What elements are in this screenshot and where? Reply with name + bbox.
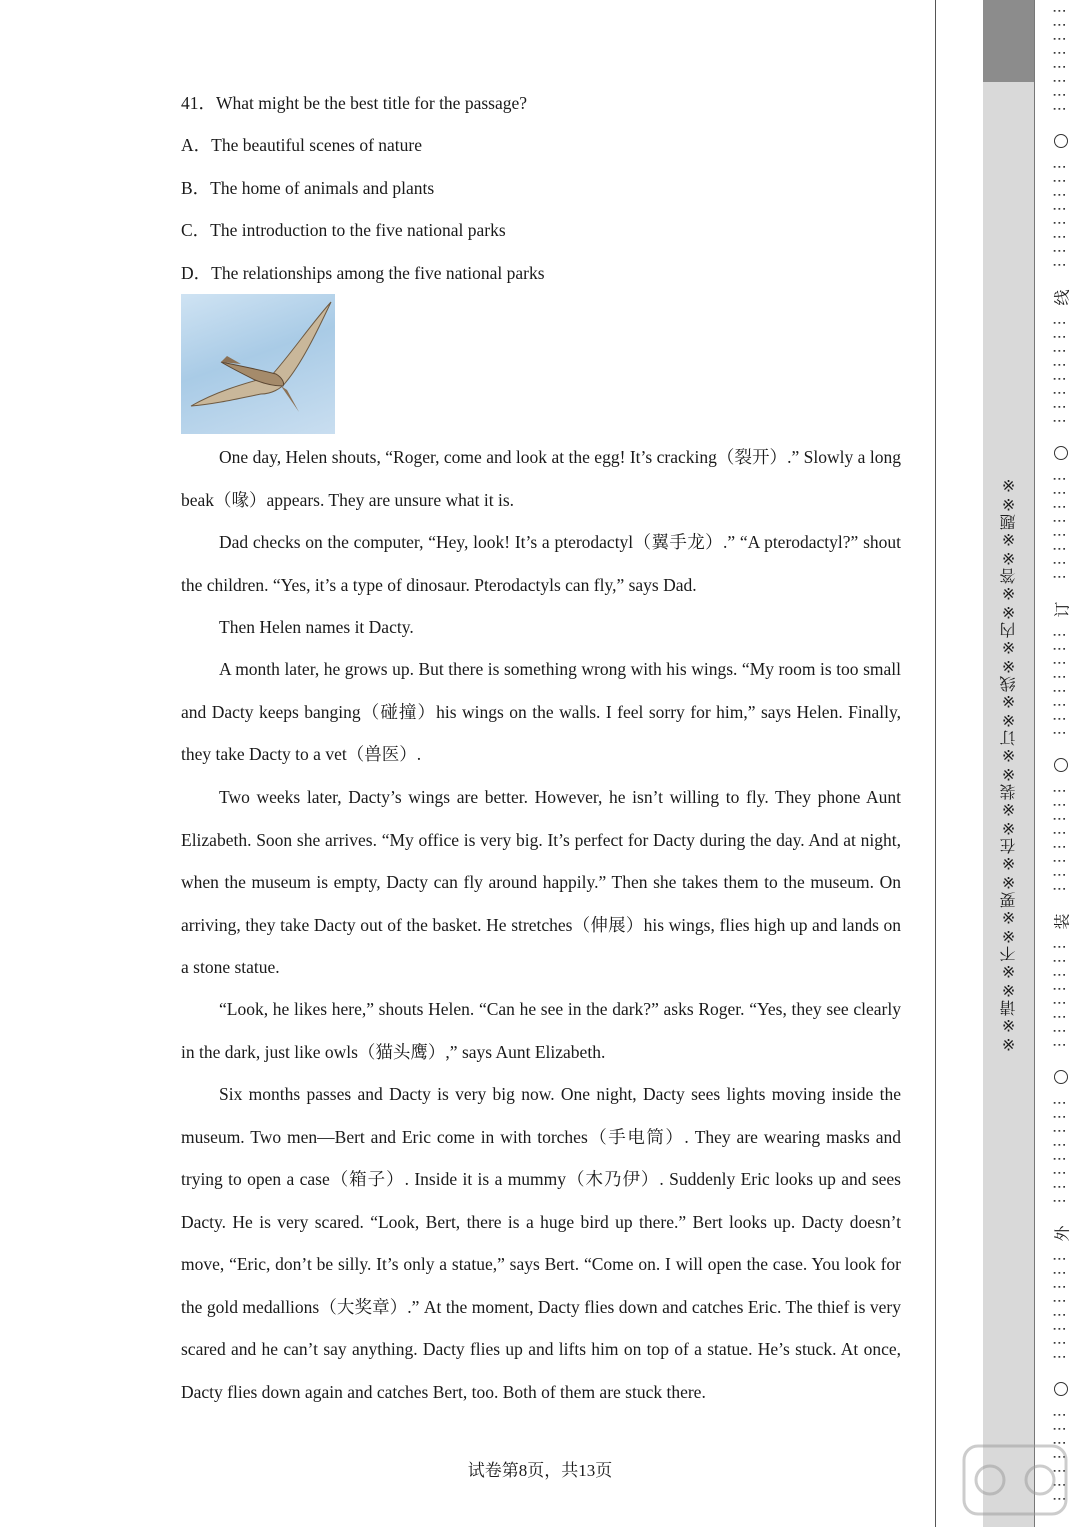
marker-xian: 线 — [1052, 289, 1072, 306]
passage-paragraph-6: “Look, he likes here,” shouts Helen. “Can he see in the dark?” asks Roger. “Yes, they see clearly in the dark, just like owls（猫头鹰）,” says Aunt Elizabeth. — [181, 999, 901, 1062]
passage-paragraph-2: Dad checks on the computer, “Hey, look! It’s a pterodactyl（翼手龙）.” “A pterodactyl?” shout the children. “Yes, it’s a type of dinosaur. Pterodactyls can fly,” says Dad. — [181, 532, 901, 595]
site-watermark-logo — [960, 1440, 1070, 1520]
passage-paragraph-7: Six months passes and Dacty is very big now. One night, Dacty sees lights moving inside the museum. Two men—Bert and Eric come in with torches（手电筒）. They are wearing masks and trying to open a case（箱子）. Inside it is a mummy（木乃伊）. Suddenly Eric looks up and sees Dacty. He is very scared. “Look, Bert, there is a huge bird up there.” Bert looks up. Dacty doesn’t move, “Eric, don’t be silly. It’s only a statue,” says Bert. “Come on. I will open the case. You look for the gold medallions（大奖章）.” At the moment, Dacty flies down and catches Eric. The thief is very scared and he can’t say anything. Dacty flies up and lifts him on top of a statue. He’s stuck. At once, Dacty flies down again and catches Bert, too. Both of them are stuck there. — [181, 1084, 901, 1402]
option-d: D．The relationships among the five national parks — [181, 263, 545, 283]
binding-border — [935, 0, 936, 1527]
dots-segment: ⋮⋮⋮⋮⋮⋮⋮⋮ — [1051, 1096, 1067, 1208]
option-a: A．The beautiful scenes of nature — [181, 135, 423, 155]
question-stem: 41．What might be the best title for the passage? — [181, 93, 528, 113]
pterodactyl-icon — [181, 294, 335, 434]
binding-hole-icon — [1054, 1070, 1068, 1084]
dots-segment: ⋮⋮⋮⋮⋮⋮⋮⋮ — [1051, 472, 1067, 584]
binding-hole-icon — [1054, 134, 1068, 148]
binding-strip-header — [983, 0, 1034, 82]
pterodactyl-illustration — [181, 294, 335, 434]
dots-segment: ⋮⋮⋮⋮⋮⋮⋮ — [1051, 1408, 1067, 1506]
binding-warning: ※※请※※不※※要※※在※※装※※订※※线※※内※※答※※题※※ — [999, 476, 1018, 1054]
marker-zhuang: 装 — [1052, 913, 1072, 930]
passage-paragraph-4: A month later, he grows up. But there is something wrong with his wings. “My room is too small and Dacty keeps banging（碰撞）his wings on the walls. I feel sorry for him,” says Helen. Finally, they take Dacty to a vet（兽医）. — [181, 659, 901, 764]
binding-hole-icon — [1054, 446, 1068, 460]
marker-wai: 外 — [1052, 1225, 1072, 1242]
dots-segment: ⋮⋮⋮⋮⋮⋮⋮⋮ — [1051, 1252, 1067, 1364]
dots-segment: ⋮⋮⋮⋮⋮⋮⋮⋮ — [1051, 316, 1067, 428]
option-b: B．The home of animals and plants — [181, 178, 435, 198]
marker-ding: 订 — [1052, 601, 1072, 618]
passage-paragraph-5: Two weeks later, Dacty’s wings are better. However, he isn’t willing to fly. They phone Aunt Elizabeth. Soon she arrives. “My office is very big. It’s perfect for Dacty during the day. And at night, when the museum is empty, Dacty can fly around happily.” Then she takes them to the museum. On arriving, they take Dacty out of the basket. He stretches（伸展）his wings, flies high up and lands on a stone statue. — [181, 787, 901, 977]
dots-segment: ⋮⋮⋮⋮⋮⋮⋮⋮ — [1051, 784, 1067, 896]
binding-dotted-line — [1050, 0, 1074, 1527]
page-footer: 试卷第8页，共13页 — [467, 1461, 613, 1480]
dots-segment: ⋮⋮⋮⋮⋮⋮⋮⋮ — [1051, 160, 1067, 272]
binding-hole-icon — [1054, 758, 1068, 772]
binding-hole-icon — [1054, 1382, 1068, 1396]
dots-segment: ⋮⋮⋮⋮⋮⋮⋮⋮ — [1051, 4, 1067, 116]
passage-paragraph-1: One day, Helen shouts, “Roger, come and look at the egg! It’s cracking（裂开）.” Slowly a long beak（喙）appears. They are unsure what it is. — [181, 447, 901, 510]
dots-segment: ⋮⋮⋮⋮⋮⋮⋮⋮ — [1051, 940, 1067, 1052]
passage-paragraph-3: Then Helen names it Dacty. — [219, 617, 414, 637]
dots-segment: ⋮⋮⋮⋮⋮⋮⋮⋮ — [1051, 628, 1067, 740]
binding-strip-edge — [1034, 0, 1035, 1527]
option-c: C．The introduction to the five national parks — [181, 220, 506, 240]
